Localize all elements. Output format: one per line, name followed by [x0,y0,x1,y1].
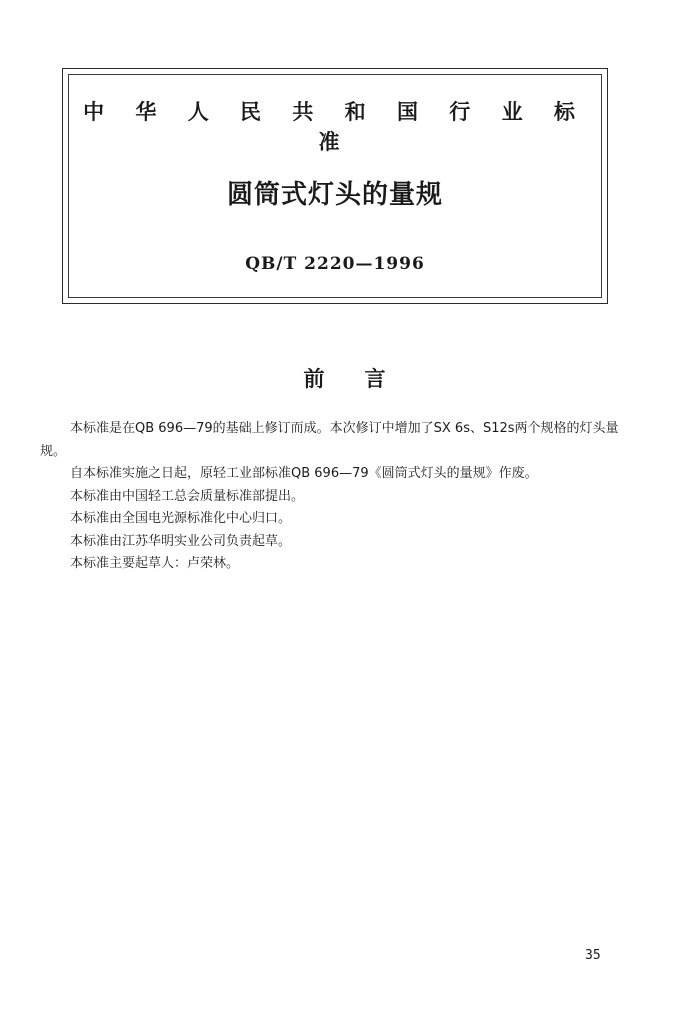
foreword-paragraph: 本标准由江苏华明实业公司负责起草。 [70,533,292,549]
page-number: 35 [585,948,601,963]
standard-title: 圆筒式灯头的量规 [226,180,443,210]
foreword-paragraph: 本标准是在QB 696—79的基础上修订而成。本次修订中增加了SX 6s、S12s两个规格的灯头量规。 [40,421,619,459]
standard-code: QB/T 2220—1996 [245,254,425,274]
foreword-paragraph: 本标准主要起草人：卢荣林。 [70,556,240,571]
org-title: 中 华 人 民 共 和 国 行 业 标 准 [83,99,587,154]
foreword-body [40,418,640,576]
foreword-paragraph: 本标准由全国电光源标准化中心归口。 [70,511,292,526]
foreword-heading: 前言 [303,367,426,391]
foreword-paragraph: 自本标准实施之日起，原轻工业部标准QB 696—79《圆筒式灯头的量规》作废。 [70,466,538,481]
foreword-paragraph: 本标准由中国轻工总会质量标准部提出。 [70,488,305,504]
